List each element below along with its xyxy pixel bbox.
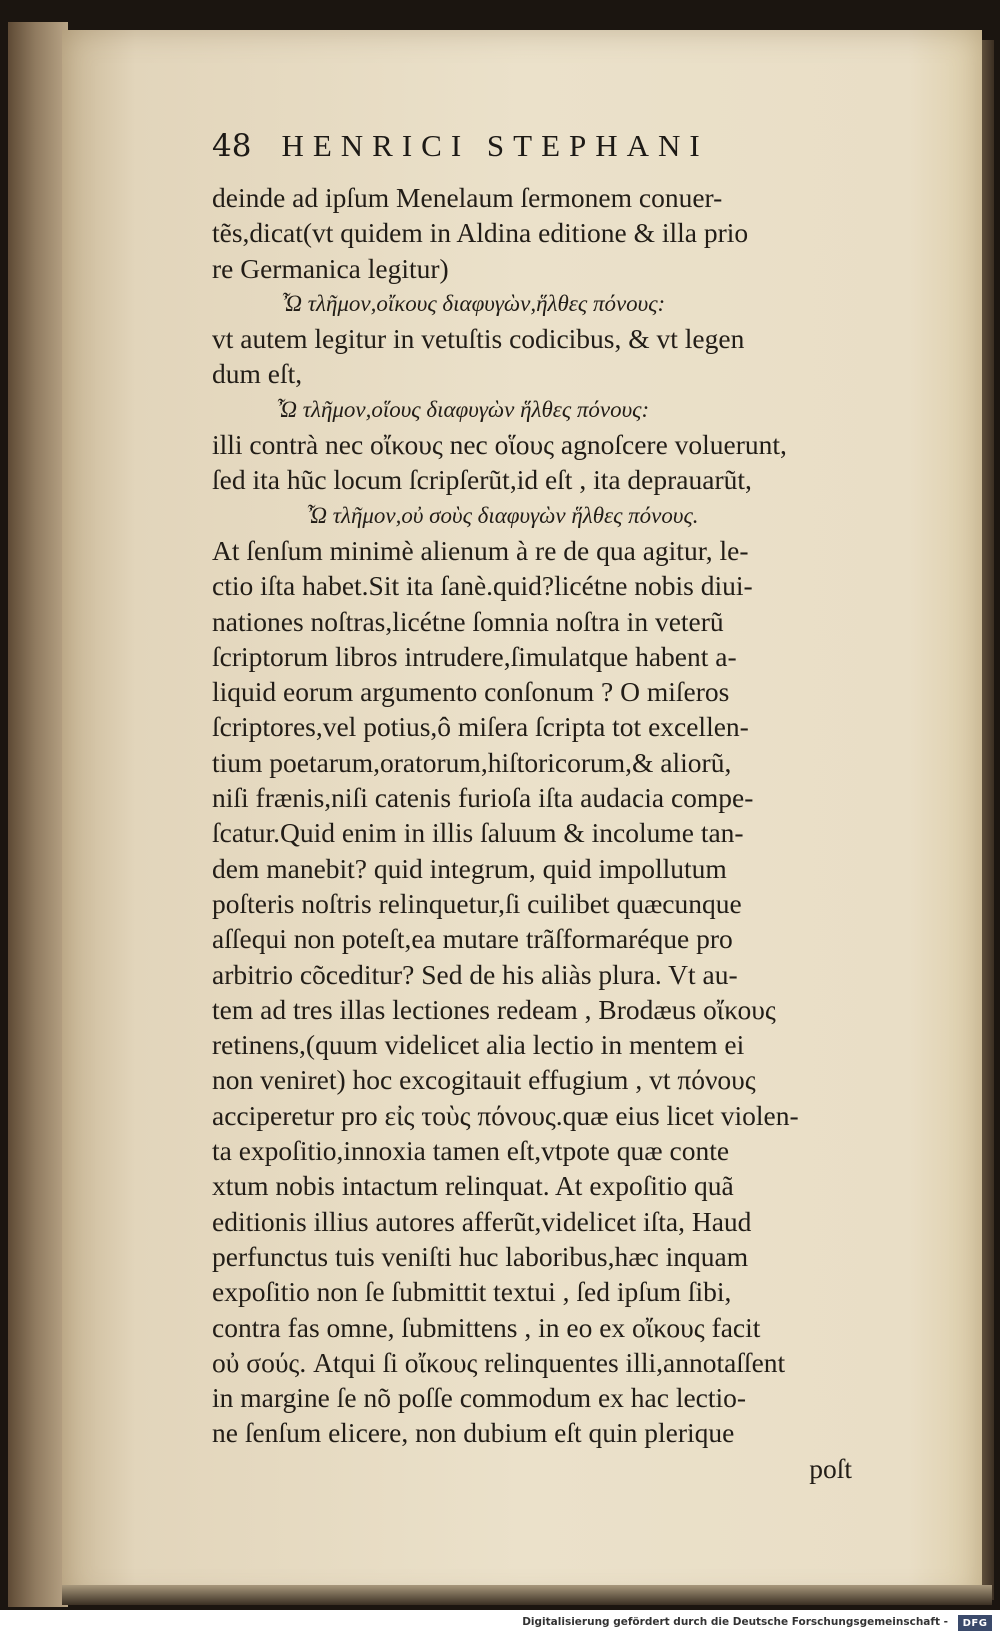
text-line: At ſenſum minimè alienum à re de qua agitur, le-: [212, 534, 749, 566]
text-line: tẽs,dicat(vt quidem in Aldina editione & illa prio: [212, 217, 749, 249]
text-line: retinens,(quum videlicet alia lectio in mentem ei: [212, 1029, 745, 1061]
text-line: acciperetur pro εἰς τοὺς πόνους.quæ eius licet violen-: [212, 1099, 799, 1131]
text-line: re Germanica legitur): [212, 252, 449, 284]
text-line: ta expoſitio,innoxia tamen eſt,vtpote quæ conte: [212, 1135, 730, 1167]
book-spine: [8, 22, 68, 1607]
text-line: arbitrio cõceditur? Sed de his aliàs plura. Vt au-: [212, 958, 738, 990]
text-line: ctio iſta habet.Sit ita ſanè.quid?licétne nobis diui-: [212, 570, 753, 602]
text-line: niſi frænis,niſi catenis furioſa iſta audacia compe-: [212, 782, 754, 814]
text-line: non veniret) hoc excogitauit effugium , vt πόνους: [212, 1064, 756, 1096]
running-head: HENRICI STEPHANI: [281, 128, 709, 163]
text-line: in margine ſe nõ poſſe commodum ex hac lectio-: [212, 1382, 747, 1414]
text-line: liquid eorum argumento conſonum ? O miſeros: [212, 676, 730, 708]
text-line: tium poetarum,oratorum,hiſtoricorum,& aliorũ,: [212, 746, 732, 778]
text-line: dum eſt,: [212, 358, 303, 390]
body-text: [212, 180, 902, 1486]
text-line: expoſitio non ſe ſubmittit textui , ſed ipſum ſibi,: [212, 1276, 732, 1308]
text-line: ne ſenſum elicere, non dubium eſt quin plerique: [212, 1417, 735, 1449]
catchword: poſt: [809, 1452, 852, 1484]
dfg-logo-icon: DFG: [958, 1615, 992, 1631]
text-line: dem manebit? quid integrum, quid impollutum: [212, 852, 727, 884]
text-line: ſcatur.Quid enim in illis ſaluum & incolume tan-: [212, 817, 744, 849]
text-line: tem ad tres illas lectiones redeam , Brodæus οἴκους: [212, 993, 776, 1025]
text-line: nationes noſtras,licétne ſomnia noſtra in veterũ: [212, 605, 724, 637]
text-line: ſcriptorum libros intrudere,ſimulatque habent a-: [212, 640, 737, 672]
text-line: poſteris noſtris relinquetur,ſi cuilibet quæcunque: [212, 887, 742, 919]
page-header: [212, 128, 852, 176]
text-line: illi contrà nec οἴκους nec οἵους agnoſcere voluerunt,: [212, 429, 787, 461]
page-edge-bottom: [62, 1585, 992, 1605]
page-number: 48: [212, 128, 252, 164]
text-line: xtum nobis intactum relinquat. At expoſitio quã: [212, 1170, 734, 1202]
digitization-footer: [0, 1612, 1000, 1637]
text-line: editionis illius autores afferũt,videlicet iſta, Haud: [212, 1205, 752, 1237]
text-line: contra fas omne, ſubmittens , in eo ex οἴκους facit: [212, 1311, 761, 1343]
greek-verse-line: Ὦ τλῆμον,οἴκους διαφυγὼν,ἥλθες πόνους:: [282, 290, 666, 316]
greek-verse-line: Ὦ τλῆμον,οὐ σοὺς διαφυγὼν ἥλθες πόνους.: [307, 502, 699, 528]
text-line: deinde ad ipſum Menelaum ſermonem conuer-: [212, 182, 723, 213]
greek-verse-line: Ὦ τλῆμον,οἵους διαφυγὼν ἥλθες πόνους:: [277, 396, 650, 422]
text-line: vt autem legitur in vetuſtis codicibus, & vt legen: [212, 323, 745, 355]
text-line: perfunctus tuis veniſti huc laboribus,hæc inquam: [212, 1240, 749, 1272]
text-line: ſed ita hũc locum ſcripſerũt,id eſt , ita deprauarũt,: [212, 464, 752, 496]
text-line: aſſequi non poteſt,ea mutare trãſformaréque pro: [212, 923, 733, 955]
text-line: οὐ σούς. Atqui ſi οἴκους relinquentes illi,annotaſſent: [212, 1346, 786, 1378]
text-line: ſcriptores,vel potius,ô miſera ſcripta tot excellen-: [212, 711, 749, 743]
funding-notice: Digitalisierung gefördert durch die Deutsche Forschungsgemeinschaft -: [522, 1616, 948, 1628]
